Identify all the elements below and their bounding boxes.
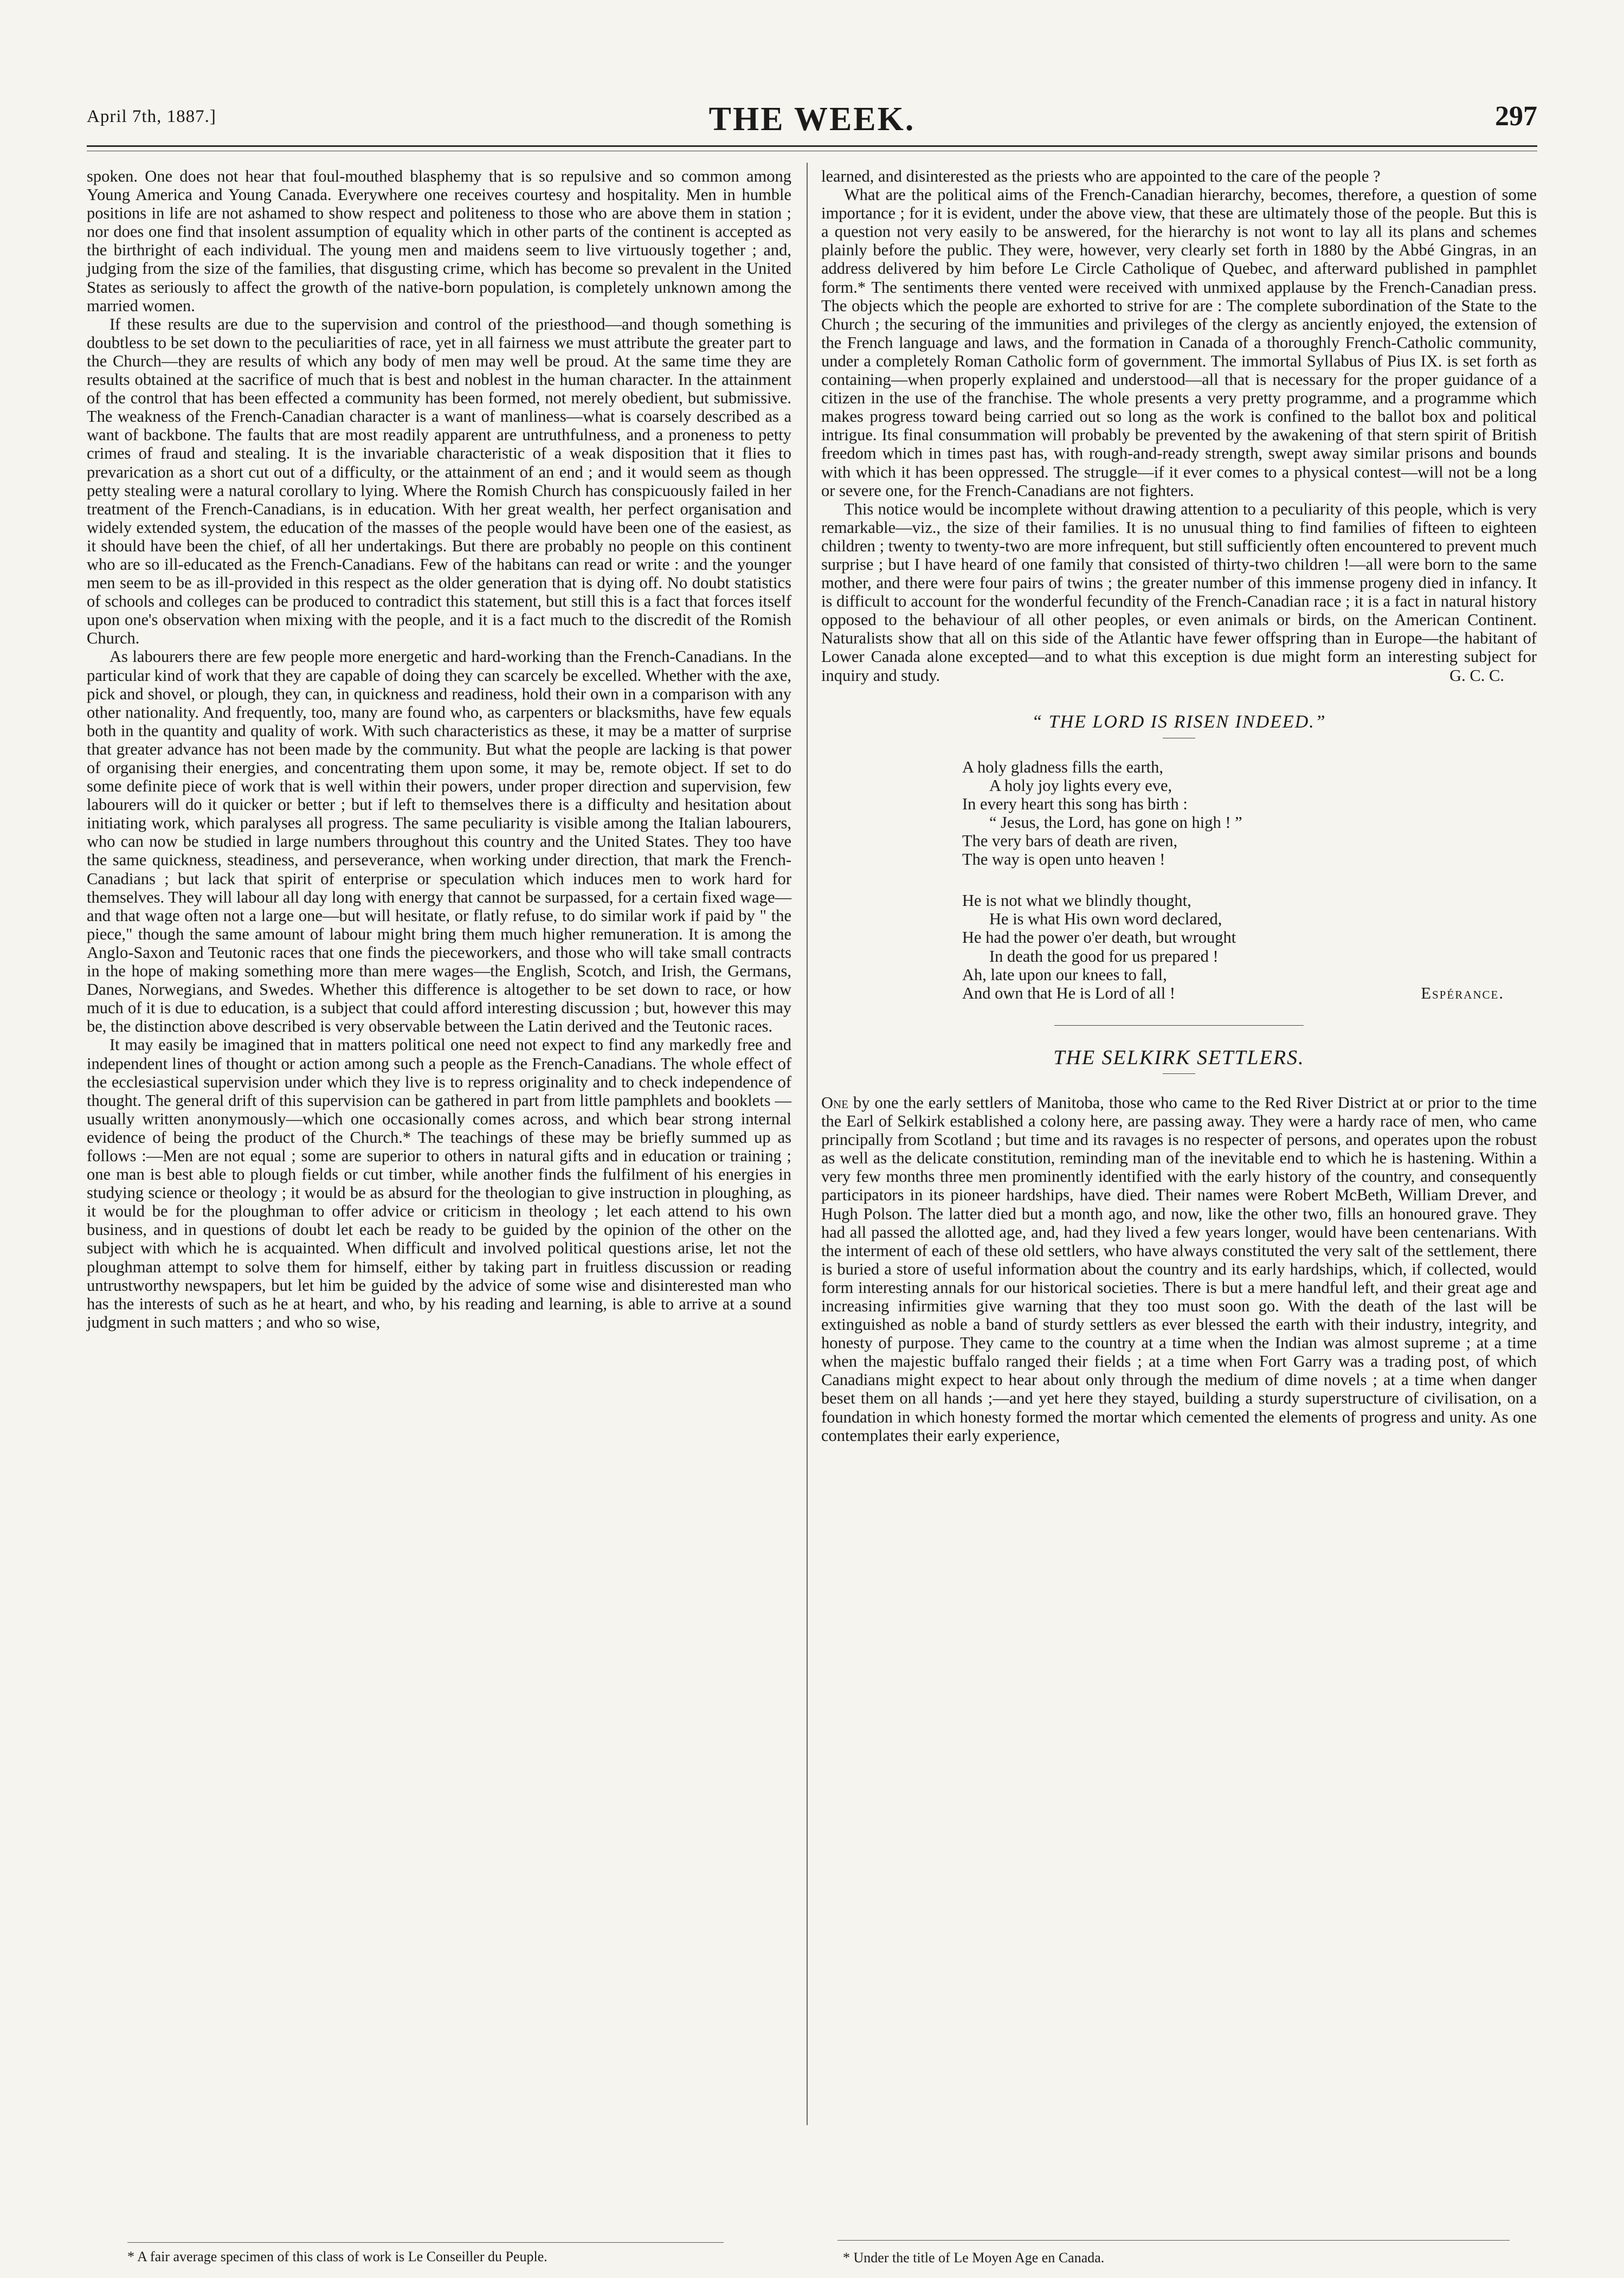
header-rule [87,145,1537,147]
poem-stanza [962,891,1537,1002]
paragraph-text: by one the early settlers of Manitoba, those who came to the Red River District at or prior to the time the Earl of Selkirk established a colony here, are passing away. They were a hardy race of men, who came principally from Scotland ; but time and its ravages is no respecter of persons, and operates upon the robust as well as the delicate constitution, reminding man of the inevitable end to which he is hastening. Within a very few months three men prominently identified with the early history of the country, and consequently participators in its pioneer hardships, have died. Their names were Robert McBeth, William Drever, and Hugh Polson. The latter died but a month ago, and now, like the other two, fills an honoured grave. They had all passed the allotted age, and, had they lived a few years longer, would have been centenarians. With the interment of each of these old settlers, who have always constituted the very salt of the settlement, there is buried a store of useful information about the country and its early hardships, which, if collected, would form interesting annals for our historical societies. There is but a mere handful left, and their great age and increasing infirmities give warning that they too must soon go. With the death of the last will be extinguished as noble a band of sturdy settlers as ever blessed the earth with their industry, integrity, and honesty of purpose. They came to the country at a time when the Indian was almost supreme ; at a time when the majestic buffalo ranged their fields ; at a time when Fort Garry was a trading post, of which Canadians might expect to hear about only through the medium of dime novels ; at a time when danger beset them on all hands ;—and yet here they stayed, building a sturdy superstructure of civilisation, on a foundation in which honesty formed the mortar which cemented the elements of progress and unity. As one contemplates their early experience, [821,1093,1537,1445]
poem-line [962,984,1537,1002]
divider [1163,1073,1195,1074]
paragraph [821,500,1537,685]
poem-line: A holy gladness fills the earth, [962,757,1164,776]
poem-line: “ Jesus, the Lord, has gone on high ! ” [989,813,1242,832]
poem-line: In death the good for us prepared ! [989,947,1219,966]
poem [821,713,1537,1002]
right-column [821,167,1537,1445]
page-number: 297 [1495,101,1537,132]
issue-date: April 7th, 1887.] [87,107,216,126]
page-header [87,100,1537,149]
author-signature: G. C. C. [1449,666,1504,685]
paragraph: If these results are due to the supervision and control of the priesthood—and though something is doubtless to be set down to the peculiarities of race, yet in all fairness we must attribute the greater part to the Church—they are results of which any body of men may well be proud. At the same time they are results obtained at the sacrifice of much that is best and noblest in the human character. In the attainment of the control that has been effected a community has been formed, not merely obedient, but submissive. The weakness of the French-Canadian character is a want of manliness—what is coarsely described as a want of backbone. The faults that are most readily apparent are untruthfulness, and a proneness to petty crimes of fraud and stealing. It is the invariable characteristic of a weak disposition that it flies to prevarication as a short cut out of a difficulty, or the attainment of an end ; and it would seem as though petty stealing were a natural corollary to lying. Where the Romish Church has conspicuously failed in her treatment of the French-Canadians, is in education. With her great wealth, her perfect organisation and widely extended system, the education of the masses of the people would have been one of the easiest, as it should have been the chief, of all her undertakings. But there are probably no people on this continent who are so ill-educated as the French-Canadians. Few of the habitans can read or write : and the younger men seem to be as ill-provided in this respect as the older generation that is dying off. No doubt statistics of schools and colleges can be produced to contradict this statement, but still this is a fact that forces itself upon one's observation when mixing with the people, and it is a fact much to the discredit of the Romish Church. [87,314,791,648]
poem-line: A holy joy lights every eve, [989,776,1172,795]
footnote-rule [837,2240,1510,2241]
column-divider [807,163,808,2125]
footnote: * Under the title of Le Moyen Age en Canada. [843,2250,1105,2266]
poem-line: Ah, late upon our knees to fall, [962,965,1167,984]
paragraph: spoken. One does not hear that foul-mouthed blasphemy that is so repulsive and so common among Young America and Young Canada. Everywhere one receives courtesy and hospitality. Men in humble positions in life are not ashamed to show respect and politeness to those who are above them in station ; nor does one find that insolent assumption of equality which in other parts of the continent is accepted as the birthright of each individual. The young men and maidens seem to live virtuously together ; and, judging from the size of the families, that disgusting crime, which has become so prevalent in the United States as seriously to affect the growth of the native-born population, is completely unknown among the married women. [87,167,791,315]
footnote-rule [127,2242,724,2243]
poem-title: “ THE LORD IS RISEN INDEED.” [1032,711,1326,732]
paragraph: learned, and disinterested as the priests who are appointed to the care of the people ? [821,167,1381,185]
paragraph: It may easily be imagined that in matters political one need not expect to find any markedly free and independent lines of thought or action among such a people as the French-Canadians. The whole effect of the ecclesiastical supervision under which they live is to repress originality and to check independence of thought. The general drift of this supervision can be gathered in part from little pamphlets and booklets — usually written anonymously—which one occasionally comes across, and which bear strong internal evidence of being the product of the Church.* The teachings of these may be briefly summed up as follows :—Men are not equal ; some are superior to others in natural gifts and in education or training ; one man is best able to plough fields or cut timber, while another finds the fulfilment of his energies in studying science or theology ; it would be as absurd for the theologian to give instruction in ploughing, as it would be for the ploughman to offer advice or criticism in theology ; let each attend to his own business, and in questions of doubt let each be ready to be guided by the opinion of the other on the subject with which he is acquainted. When difficult and involved political questions arise, let not the ploughman attempt to solve them for himself, either by taking part in fruitless discussion or reading untrustworthy newspapers, but let him be guided by the advice of some wise and disinterested man who has the interests of such as he at heart, and who, by his reading and learning, is able to arrive at a sound judgment in such matters ; and who so wise, [87,1035,791,1331]
poem-line: He is not what we blindly thought, [962,891,1191,910]
left-column [87,167,791,1331]
poem-line-text: And own that He is Lord of all ! [962,983,1176,1002]
drop-word: One [821,1093,849,1112]
poem-line: He had the power o'er death, but wrought [962,928,1236,947]
masthead-title: THE WEEK. [708,101,916,138]
footnote: * A fair average specimen of this class of work is Le Conseiller du Peuple. [127,2249,547,2264]
paragraph: What are the political aims of the French-Canadian hierarchy, becomes, therefore, a question of some importance ; for it is evident, under the above view, that these are ultimately those of the people. But this is a question not very easily to be answered, for the hierarchy is not wont to lay all its plans and schemes plainly before the public. They were, however, very clearly set forth in 1880 by the Abbé Gingras, in an address delivered by him before Le Circle Catholique of Quebec, and afterward published in pamphlet form.* The sentiments there vented were received with unmixed applause by the French-Canadian press. The objects which the people are exhorted to strive for are : The complete subordination of the State to the Church ; the securing of the immunities and privileges of the clergy as anciently enjoyed, the extension of the French language and laws, and the formation in Canada of a thoroughly French-Catholic community, under a completely Roman Catholic form of government. The immortal Syllabus of Pius IX. is set forth as containing—when properly explained and understood—all that is necessary for the proper guidance of a citizen in the use of the franchise. The whole presents a very pretty programme, and a programme which makes progress toward being carried out so long as the work is confined to the ballot box and political intrigue. Its final consummation will probably be prevented by the awakening of that stern spirit of British freedom which in times past has, with rough-and-ready strength, swept away similar prisons and bounds with which it has been oppressed. The struggle—if it ever comes to a physical contest—will not be a long or severe one, for the French-Canadians are not fighters. [821,185,1537,500]
poem-signature: Espérance. [1421,983,1504,1002]
divider [1054,1025,1304,1026]
poem-line: He is what His own word declared, [989,910,1222,929]
poem-stanza [962,758,1537,869]
poem-line: The very bars of death are riven, [962,832,1178,851]
section-title: THE SELKIRK SETTLERS. [1053,1046,1305,1069]
paragraph-text: This notice would be incomplete without drawing attention to a peculiarity of this people, which is very remarkable—viz., the size of their families. It is no unusual thing to find families of fifteen to eighteen children ; twenty to twenty-two are more infrequent, but still sufficiently often encountered to prevent much surprise ; but I have heard of one family that consisted of thirty-two children !—all were born to the same mother, and there were four pairs of twins ; the greater number of this immense progeny died in infancy. It is difficult to account for the wonderful fecundity of the French-Canadian race ; it is a fact in natural history opposed to the behaviour of all other peoples, or even animals or birds, on the American Continent. Naturalists show that all on this side of the Atlantic have fewer offspring than in Europe—the habitant of Lower Canada alone excepted—and to what this exception is due might form an interesting subject for inquiry and study. [821,499,1537,685]
poem-line: The way is open unto heaven ! [962,850,1165,869]
paragraph: As labourers there are few people more energetic and hard-working than the French-Canadians. In the particular kind of work that they are capable of doing they can scarcely be excelled. Whether with the axe, pick and shovel, or plough, they can, in quickness and readiness, hold their own in a comparison with any other nationality. And frequently, too, many are found who, as carpenters or blacksmiths, have few equals both in the quantity and quality of work. With such characteristics as these, it may be a matter of surprise that greater advance has not been made by the community. But what the people are lacking is that power of organising their energies, and concentrating them upon some, it may be, remote object. If set to do some definite piece of work that is well within their powers, under proper direction and supervision, few labourers will do it quicker or better ; but if left to themselves there is a difficulty and hesitation about initiating work, which paralyses all progress. The same peculiarity is visible among the Italian labourers, who can now be studied in large numbers throughout this country and the United States. They too have the same quickness, steadiness, and perseverance, when working under direction, that mark the French-Canadians ; but lack that spirit of enterprise or speculation which induces men to work hard for themselves. They will labour all day long with energy that cannot be surpassed, for a certain fixed wage—and that wage often not a large one—but will hesitate, or flatly refuse, to do similar work if paid by " the piece," though the same amount of labour might bring them much higher remuneration. It is among the Anglo-Saxon and Teutonic races that one finds the pieceworkers, and those who will take small contracts in the hope of making something more than mere wages—the English, Scotch, and Irish, the Germans, Danes, Norwegians, and Swedes. Whether this difference is altogether to be set down to race, or how much of it is due to education, is a subject that could afford interesting discussion ; but, however this may be, the distinction above described is very observable between the Latin derived and the Teutonic races. [87,647,791,1036]
poem-line: In every heart this song has birth : [962,794,1188,813]
paragraph [821,1093,1537,1445]
